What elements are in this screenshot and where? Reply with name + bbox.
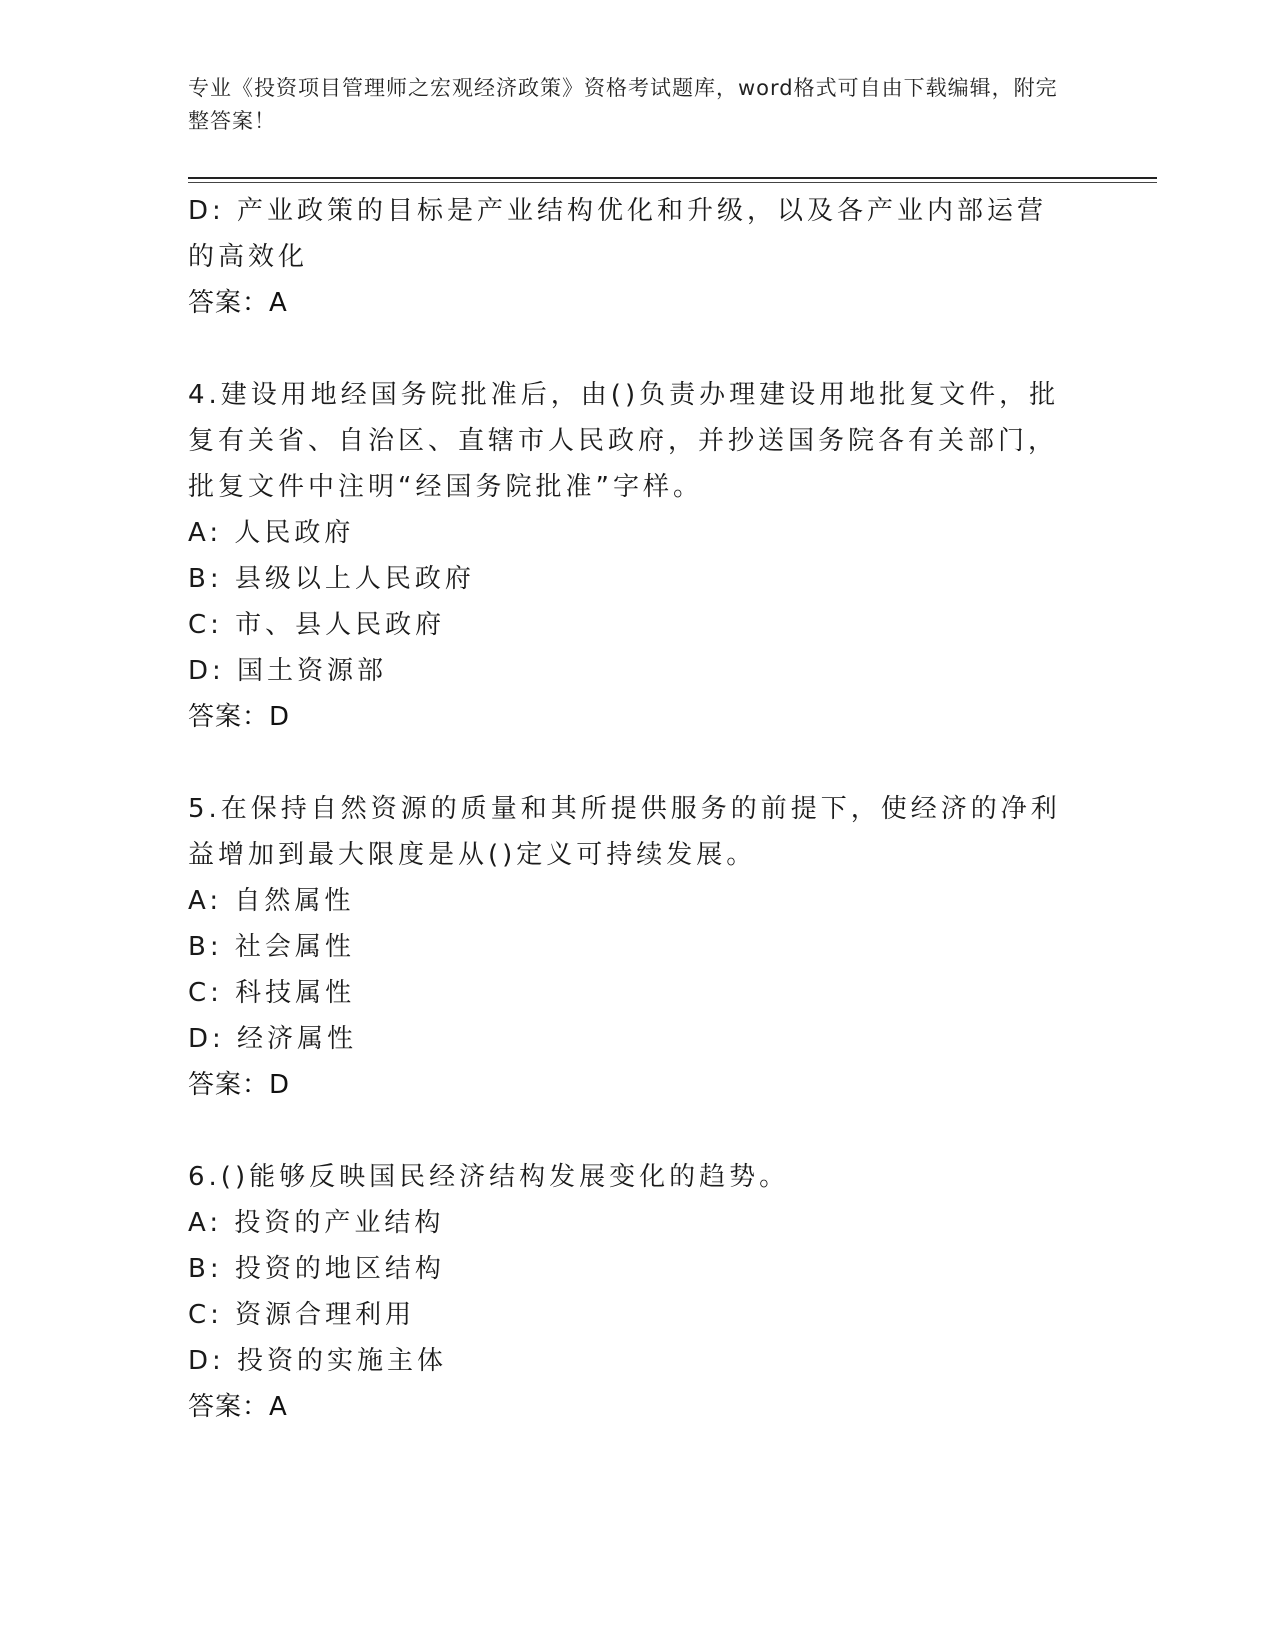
question-stem: 6.()能够反映国民经济结构发展变化的趋势。 bbox=[188, 1162, 790, 1192]
continued-question bbox=[188, 188, 1088, 326]
document-body bbox=[188, 188, 1088, 1430]
option-c: C: 资源合理利用 bbox=[188, 1300, 416, 1330]
option-d: D: 国土资源部 bbox=[188, 656, 388, 686]
option-a: A: 投资的产业结构 bbox=[188, 1208, 445, 1238]
option-d: D: 产业政策的目标是产业结构优化和升级，以及各产业内部运营的高效化 bbox=[188, 196, 1048, 272]
option-d: D: 投资的实施主体 bbox=[188, 1346, 448, 1376]
header-rule-thick bbox=[188, 177, 1157, 179]
option-c: C: 市、县人民政府 bbox=[188, 610, 446, 640]
question-6 bbox=[188, 1154, 1088, 1430]
option-d: D: 经济属性 bbox=[188, 1024, 358, 1054]
question-4 bbox=[188, 372, 1088, 740]
option-b: B: 投资的地区结构 bbox=[188, 1254, 445, 1284]
option-a: A: 自然属性 bbox=[188, 886, 355, 916]
option-b: B: 县级以上人民政府 bbox=[188, 564, 475, 594]
option-a: A: 人民政府 bbox=[188, 518, 355, 548]
question-5 bbox=[188, 786, 1088, 1108]
option-b: B: 社会属性 bbox=[188, 932, 355, 962]
answer-line: 答案：D bbox=[188, 1070, 291, 1100]
question-stem: 5.在保持自然资源的质量和其所提供服务的前提下，使经济的净利益增加到最大限度是从()定义可持续发展。 bbox=[188, 794, 1061, 870]
header-rule-thin bbox=[188, 182, 1157, 183]
answer-line: 答案：A bbox=[188, 288, 288, 318]
question-stem: 4.建设用地经国务院批准后，由()负责办理建设用地批复文件，批复有关省、自治区、直辖市人民政府，并抄送国务院各有关部门，批复文件中注明“经国务院批准”字样。 bbox=[188, 380, 1060, 502]
answer-line: 答案：A bbox=[188, 1392, 288, 1422]
document-header: 专业《投资项目管理师之宏观经济政策》资格考试题库，word格式可自由下载编辑，附完整答案！ bbox=[188, 76, 1058, 133]
option-c: C: 科技属性 bbox=[188, 978, 356, 1008]
answer-line: 答案：D bbox=[188, 702, 291, 732]
